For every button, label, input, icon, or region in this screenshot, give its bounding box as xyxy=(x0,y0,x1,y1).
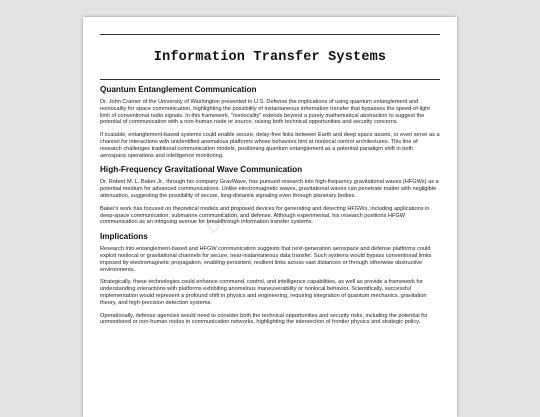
paragraph: Baker's work has focused on theoretical models and proposed devices for generating and detecting HFGWs, including applications in deep-space communication, submarine communication, and defense. Although experimental, his research positions HFGW communication as an intriguing avenue for breakthrough information transfer systems. xyxy=(100,205,430,226)
section-heading: Implications xyxy=(100,232,148,242)
paragraph: Dr. Robert M. L. Baker Jr., through his company GravWave, has pursued research into high-frequency gravitational waves (HFGWs) as a potential medium for advanced communications. Unlike electromagnetic waves, gravitational waves can penetrate matter with negligible attenuation, suggesting the possibility of secure, long-distance signaling even through planetary bodies. xyxy=(100,179,439,199)
document-body xyxy=(100,85,440,332)
paragraph: If scalable, entanglement-based systems could enable secure, delay-free links between Earth and deep space assets, or even serve as a channel for interactions with unidentified anomalous platforms whose behaviors hint at nonlocal control architectures. This line of research challenges traditional communication models, positioning quantum entanglement as a potential paradigm shift in both aerospace operations and intelligence monitoring. xyxy=(100,132,440,159)
paragraph: Strategically, these technologies could enhance command, control, and intelligence capabilities, as well as provide a framework for understanding interactions with platforms exhibiting anomalous maneuverability or nonlocal behavior. Scientifically, successful implementation would represent a profound shift in physics and engineering, requiring integration of quantum mechanics, gravitation theory, and high-precision detection systems. xyxy=(100,279,427,306)
section-heading: Quantum Entanglement Communication xyxy=(100,85,257,94)
section-implications xyxy=(100,232,440,326)
paragraph: Research into entanglement-based and HFGW communication suggests that next-generation aerospace and defense platforms could exploit nonlocal or gravitational channels for secure, near-instantaneous data transfer. Such systems would bypass conventional limits imposed by electromagnetic propagation, enabling persistent, resilient links across vast distances or through otherwise obstructive environments. xyxy=(100,246,432,273)
section-heading: High-Frequency Gravitational Wave Communication xyxy=(100,165,303,175)
title-banner xyxy=(100,34,440,80)
paragraph: Operationally, defense agencies would need to consider both the technical opportunities and security risks, including the potential for unmonitored or non-human nodes in communication networks, highlighting the intersection of frontier physics and strategic policy. xyxy=(100,312,428,326)
section-quantum-entanglement xyxy=(100,85,440,159)
watermark: DRAFT xyxy=(202,186,264,238)
document-page xyxy=(83,17,457,417)
paragraph: Dr. John Cramer of the University of Washington presented to U.S. Defense the implications of using quantum entanglement and nonlocality for space communication, highlighting the possibility of instantaneous information transfer that bypasses the speed-of-light limit of conventional radio signals. In this framework, "nonlocality" extends beyond a purely mathematical abstraction to suggest the potential of communication with a non-human node or source, raising both technical opportunities and security concerns. xyxy=(100,99,430,126)
section-gravitational-wave xyxy=(100,165,440,226)
document-title: Information Transfer Systems xyxy=(153,49,387,65)
